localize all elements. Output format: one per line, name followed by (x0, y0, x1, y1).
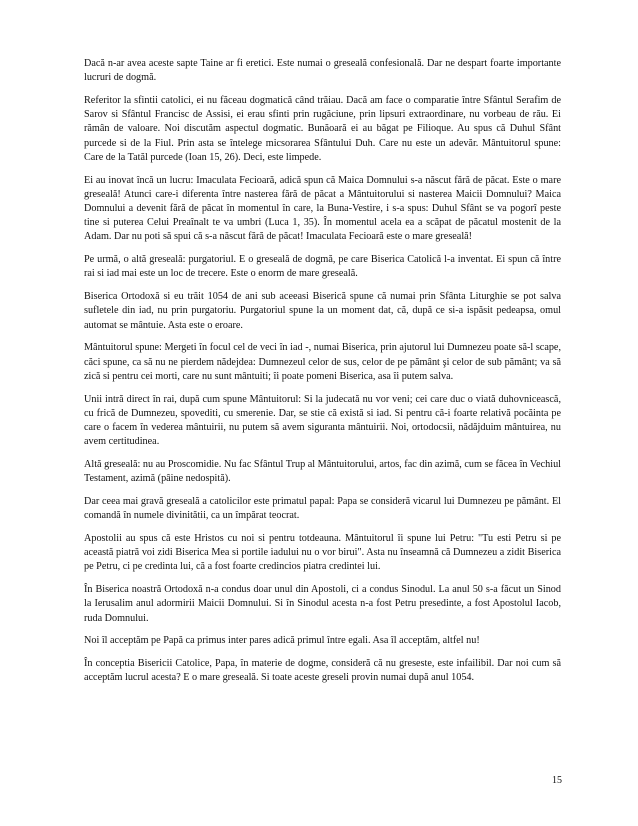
paragraph: Biserica Ortodoxă si eu trăit 1054 de ani sub aceeasi Biserică spune că numai prin Sfânta Liturghie se pot salva sufletele din iad, nu prin purgatoriu. Purgatoriul spune la un moment dat, că, după ce si-a ispăsit pedeapsa, omul automat se mântuie. Asta este o eroare. (84, 291, 561, 331)
paragraph: Ei au inovat încă un lucru: Imaculata Fecioară, adică spun că Maica Domnului s-a născut fără de păcat. Este o mare greseală! Atunci care-i diferenta între nasterea fără de păcat a Mântuitorului si nasterea Maicii Domnului? Maica Domnului a devenit fără de păcat în momentul în care, la Buna-Vestire, i s-a spus: Duhul Sfânt se va pogorî peste tine si puterea Celui Preaînalt te va umbri (Luca 1, 35). În momentul acela ea a scăpat de păcatul mostenit de la Adam. Dar nu poti să spui că s-a născut fără de păcat! Imaculata Fecioară este o mare greseală! (84, 174, 561, 243)
paragraph: Unii intră direct în rai, după cum spune Mântuitorul: Si la judecată nu vor veni; cei care duc o viată duhovnicească, cu frică de Dumnezeu, spovediti, cu smerenie. Dar, se stie că există si iad. Si pentru că-i foarte relativă pocăinta pe care o facem în vederea mântuirii, nu putem să avem siguranta mântuirii. Noi, ortodocsii, nădăjduim mântuirea, nu avem certitudinea. (84, 393, 561, 448)
paragraph: Altă greseală: nu au Proscomidie. Nu fac Sfântul Trup al Mântuitorului, artos, fac din azimă, cum se făcea în Vechiul Testament, azimă (pâine nedospită). (84, 459, 561, 485)
paragraph: Dar ceea mai gravă greseală a catolicilor este primatul papal: Papa se consideră vicarul lui Dumnezeu pe pământ. El comandă în numele divinitătii, ca un împărat teocrat. (84, 496, 561, 522)
paragraph: În Biserica noastră Ortodoxă n-a condus doar unul din Apostoli, ci a condus Sinodul. La anul 50 s-a făcut un Sinod la Ierusalim anul adormirii Maicii Domnului. Si în Sinodul acesta n-a fost Petru presedinte, a fost Apostolul Iacob, ruda Domnului. (84, 584, 561, 624)
paragraph: Mântuitorul spune: Mergeti în focul cel de veci în iad -, numai Biserica, prin ajutorul lui Dumnezeu poate să-l scape, căci spune, ca să nu ne pierdem nădejdea: Dumnezeul celor de sus, celor de pe pământ şi celor de sub pământ; va să zică si pentru cei morti, care nu sunt mântuiti; îi poate pomeni Biserica, asa îi putem salva. (84, 342, 561, 382)
page-number: 15 (552, 775, 562, 786)
paragraph: Noi îl acceptăm pe Papă ca primus inter pares adică primul între egali. Asa îl acceptăm, altfel nu! (84, 635, 480, 647)
paragraph: Pe urmă, o altă greseală: purgatoriul. E o greseală de dogmă, pe care Biserica Catolică l-a inventat. Ei spun că între rai si iad mai este un loc de trecere. Este o enorm de mare greseală. (84, 254, 561, 280)
paragraph: Dacă n-ar avea aceste sapte Taine ar fi eretici. Este numai o greseală confesională. Dar ne despart foarte importante lucruri de dogmă. (84, 58, 561, 84)
paragraph: Referitor la sfintii catolici, ei nu făceau dogmatică când trăiau. Dacă am face o comparatie între Sfântul Serafim de Sarov si Sfântul Francisc de Assisi, ei erau sfinti prin rugăciune, prin lipsuri extraordinare, nu vorbeau de rău. Ei rămân de valoare. Noi discutăm aspectul dogmatic. Bunăoară ei au băgat pe Filioque. Au spus că Duhul Sfânt purcede si de la Fiul. Prin asta se întelege micsorarea Sfântului Duh. Care nu este un adevăr. Mântuitorul spune: Care de la Tatăl purcede (Ioan 15, 26). Deci, este limpede. (84, 95, 561, 163)
paragraph: În conceptia Bisericii Catolice, Papa, în materie de dogme, consideră că nu greseste, este infailibil. Dar noi cum să acceptăm lucrul acesta? E o mare greseală. Si toate aceste greseli provin numai după anul 1054. (84, 658, 561, 684)
paragraph: Apostolii au spus că este Hristos cu noi si pentru totdeauna. Mântuitorul îi spune lui Petru: "Tu esti Petru si pe această piatră voi zidi Biserica Mea si portile iadului nu o vor birui". Asta nu înseamnă că Dumnezeu a zidit Biserica pe Petru, ci pe credinta lui, că a fost foarte credincios piatra credintei lui. (84, 533, 561, 573)
page-body (84, 57, 561, 694)
